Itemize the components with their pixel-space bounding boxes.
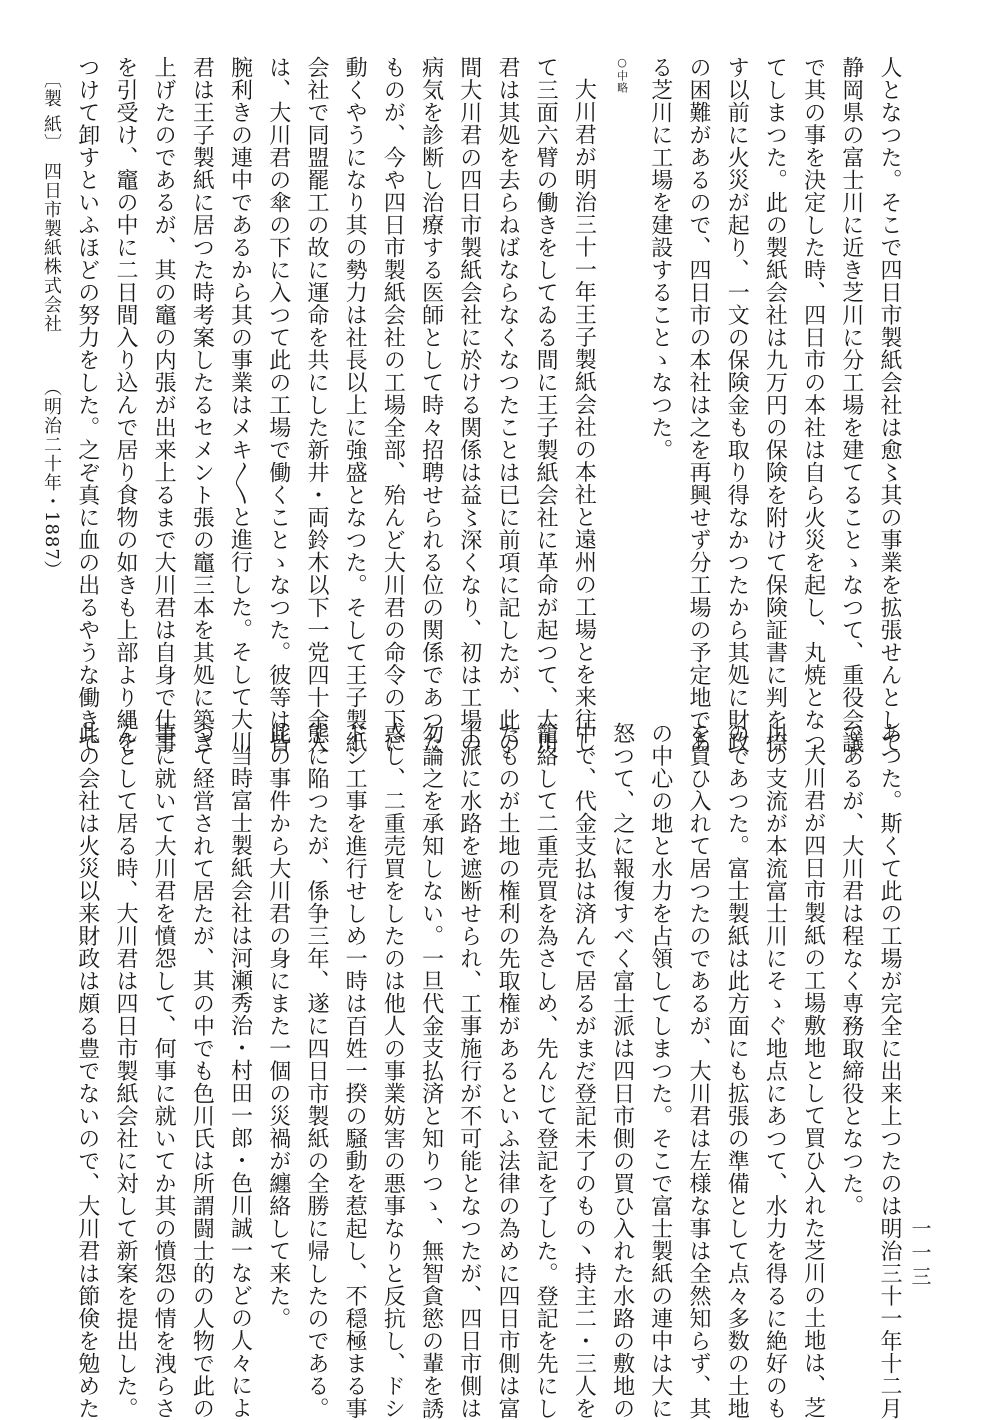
text-column: す以前に火災が起り、一文の保険金も取り得なかつたから其処に財政 [724, 56, 750, 754]
text-column: 大川君が明治三十一年王子製紙会社の本社と遠州の工場とを来往し [571, 78, 597, 753]
text-column: つて経営されて居たが、其の中でも色川氏は所謂闘士的の人物で此の [189, 722, 215, 1420]
text-column: んとして居る時、大川君は四日市製紙会社に対して新案を提出した。 [112, 722, 138, 1420]
footer-category: 〔製 紙〕 [41, 70, 62, 153]
text-column: たものが土地の権利の先取権があるといふ法律の為めに四日市側は富 [494, 722, 520, 1420]
text-column: て三面六臂の働きをしてゐる間に王子製紙会社に革命が起つて、大川 [533, 56, 559, 754]
text-column: のであつた。富士製紙は此方面にも拡張の準備として点々多数の土地 [724, 722, 750, 1420]
text-column: つけて卸すといふほどの努力をした。之ぞ真に血の出るやうな働きで [74, 56, 100, 754]
text-column: あつた。斯くて此の工場が完全に出来上つたのは明治三十一年十二月 [877, 722, 902, 1420]
text-column: 勿論之を承知しない。一旦代金支払済と知りつゝ、無智貪慾の輩を誘 [418, 722, 444, 1420]
text-column: 動くやうになり其の勢力は社長以上に強盛となつた。そして王子製紙 [342, 56, 368, 754]
text-column: 当時富士製紙会社は河瀬秀治・村田一郎・色川誠一などの人々によ [227, 744, 253, 1419]
text-column: 川の支流が本流富士川にそゝぐ地点にあつて、水力を得るに絶好のも [762, 722, 788, 1420]
omission-note: ○中略 [615, 56, 629, 94]
text-column: 士派に水路を遮断せられ、工事施行が不可能となつたが、四日市側は [456, 722, 482, 1420]
text-column: 静岡県の富士川に近き芝川に分工場を建てることゝなつて、重役会議 [838, 56, 864, 754]
text-column: であるが、大川君は程なく専務取締役となつた。 [838, 722, 864, 1217]
text-column: 態に陥つたが、係争三年、遂に四日市製紙の全勝に帰したのである。 [303, 722, 329, 1420]
text-column: 腕利きの連中であるから其の事業はメキ〳〵と進行した。そして大川 [227, 56, 253, 753]
footer-era: （明治二十年・1887） [41, 378, 62, 580]
text-column: の中心の地と水力を占領してしまつた。そこで富士製紙の連中は大に [647, 722, 673, 1420]
text-column: 大川君が四日市製紙の工場敷地として買ひ入れた芝川の土地は、芝 [800, 744, 826, 1419]
text-column: 病気を診断し治療する医師として時々招聘せられる位の関係であつた [418, 56, 444, 754]
text-column: は、大川君の傘の下に入つて此の工場で働くことゝなつた。彼等は皆 [265, 56, 291, 754]
text-column: る芝川に工場を建設することゝなつた。 [647, 56, 673, 461]
text-column: 間大川君の四日市製紙会社に於ける関係は益〻深くなり、初は工場の [456, 56, 482, 754]
text-column: 中で、代金支払は済んで居るがまだ登記未了のもの丶持主二・三人を [571, 722, 597, 1420]
text-column: 怒つて、之に報復すべく富士派は四日市側の買ひ入れた水路の敷地の [609, 722, 635, 1420]
text-column: てしまつた。此の製紙会社は九万円の保険を附けて保険証書に判を捺 [762, 56, 788, 754]
footer-company: 四日市製紙株式会社 [41, 162, 62, 333]
text-column: 会社で同盟罷工の故に運命を共にした新井・両鈴木以下一党四十余人 [303, 56, 329, 754]
text-column: 君は其処を去らねばならなくなつたことは已に前項に記したが、此の [494, 56, 520, 754]
text-column: 人となつた。そこで四日市製紙会社は愈〻其の事業を拡張せんとして [877, 56, 902, 754]
upper-text-block [74, 56, 908, 754]
text-column: を引受け、竈の中に二日間入り込んで居り食物の如きも上部より縄を [112, 56, 138, 754]
lower-text-block [74, 722, 908, 1420]
text-column: 籠絡して二重売買を為さしめ、先んじて登記を了した。登記を先にし [533, 722, 559, 1420]
text-column: 此の事件から大川君の身にまた一個の災禍が纏絡して来た。 [265, 722, 291, 1330]
text-column: 君は王子製紙に居つた時考案したるセメント張の竈三本を其処に築き [189, 56, 215, 754]
text-column: 惑し、二重売買をしたのは他人の事業妨害の悪事なりと反抗し、ドシ [380, 722, 406, 1420]
text-column: で其の事を決定した時、四日市の本社は自ら火災を起し、丸焼となつ [800, 56, 826, 754]
text-column: の困難があるので、四日市の本社は之を再興せず分工場の予定地であ [685, 56, 711, 754]
text-column: 上げたのであるが、其の竈の内張が出来上るまで大川君は自身で仕事 [151, 56, 177, 754]
text-column: を買ひ入れて居つたのであるが、大川君は左様な事は全然知らず、其 [685, 722, 711, 1420]
text-column: ものが、今や四日市製紙会社の工場全部、殆んど大川君の命令の下に [380, 56, 406, 754]
text-column: 此の会社は火災以来財政は頗る豊でないので、大川君は節倹を勉めた [74, 722, 100, 1420]
page-number: 一一三 [908, 1218, 932, 1290]
text-column: 事に就いて大川君を憤怨して、何事に就いてか其の憤怨の情を洩らさ [151, 722, 177, 1420]
text-column: ドシ工事を進行せしめ一時は百姓一揆の騒動を惹起し、不穏極まる事 [342, 722, 368, 1420]
